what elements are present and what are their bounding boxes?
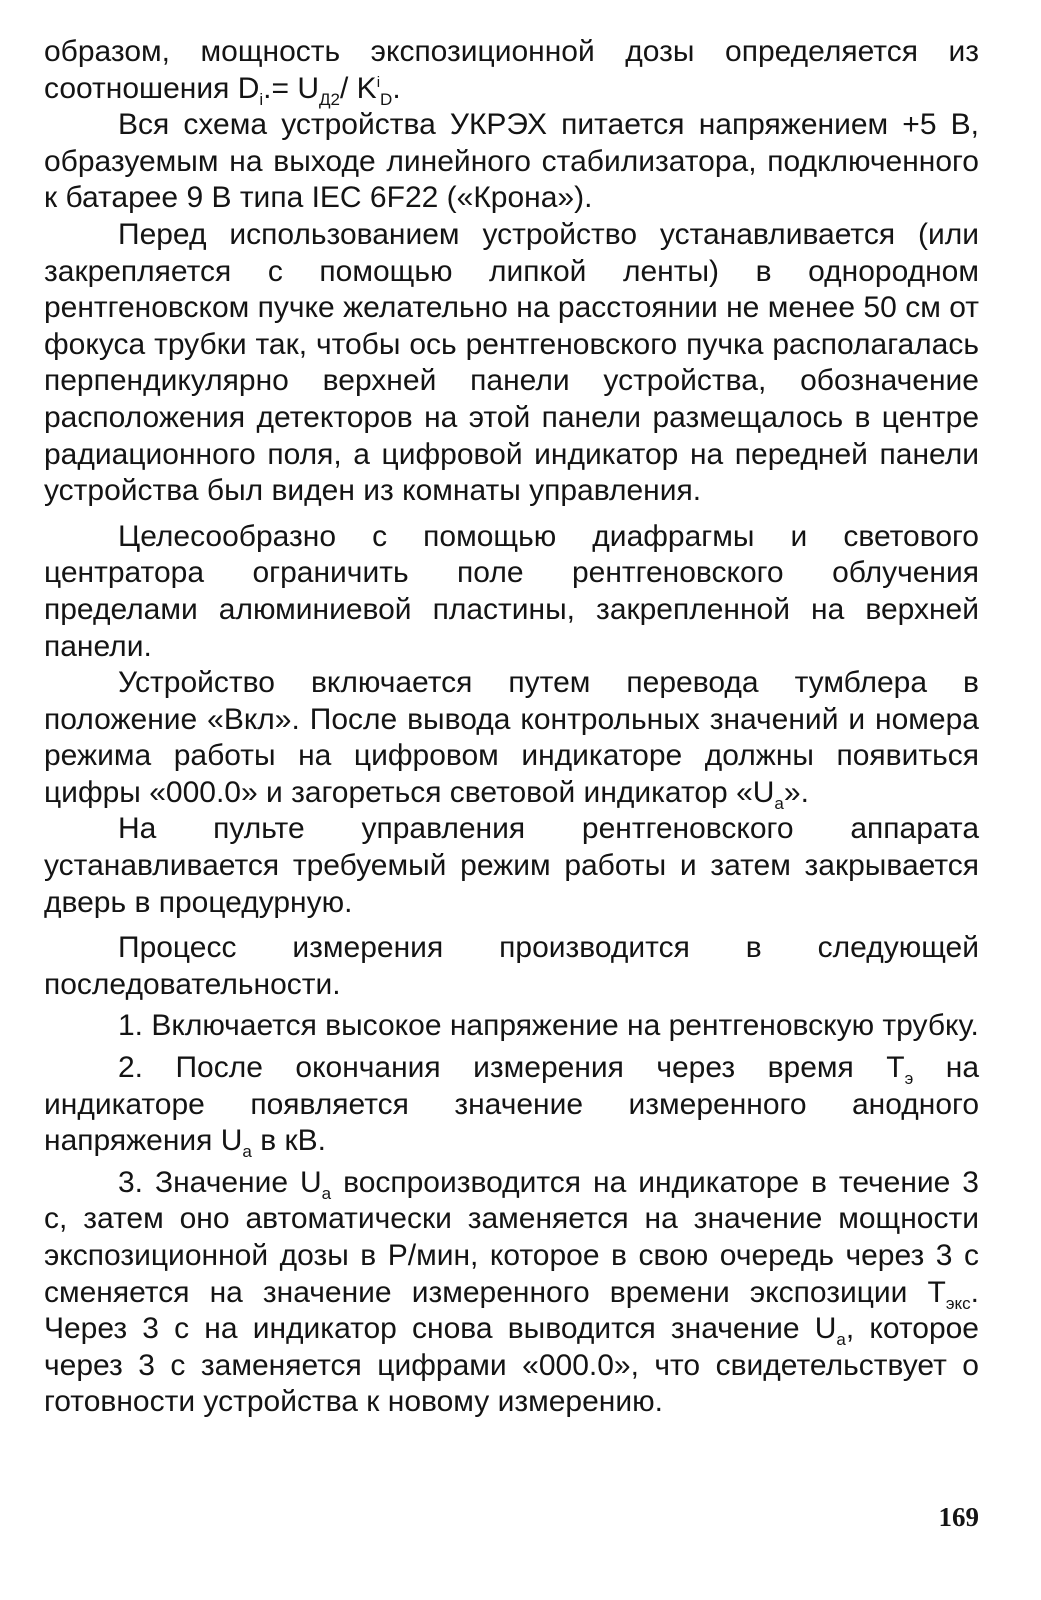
paragraph-5: Устройство включается путем перевода тумблера в положение «Вкл». После вывода контрольных значений и номера режима работы на цифровом индикаторе должны появиться цифры «000.0» и загореться световой индикатор «$U_а$». <box>44 666 979 813</box>
paragraph-1 <box>44 34 979 107</box>
document-page <box>44 34 979 1564</box>
paragraph-3: Перед использованием устройство устанавливается (или закрепляется с помощью липкой ленты) в однородном рентгеновском пучке желательно на расстоянии не менее 50 см от фокуса трубки так, чтобы ось рентгеновского пучка располагалась перпендикулярно верхней панели устройства, обозначение расположения детекторов на этой панели размещалось в центре радиационного поля, а цифровой индикатор на передней панели устройства был виден из комнаты управления. <box>44 217 979 508</box>
paragraph-4: Целесообразно с помощью диафрагмы и светового центратора ограничить поле рентгеновского облучения пределами алюминиевой пластины, закрепленной на верхней панели. <box>44 519 979 663</box>
list-item-3: 3. Значение $U_а$ воспроизводится на индикаторе в течение 3 с, затем оно автоматически заменяется на значение мощности экспозиционной дозы в Р/мин, которое в свою очередь через 3 с сменяется на значение измеренного времени экспозиции $Т_{экс}$. Через 3 с на индикатор снова выводится значение $U_а$, которое через 3 с заменяется цифрами «000.0», что свидетельствует о готовности устройства к новому измерению. <box>44 1165 979 1419</box>
paragraph-1-text: образом, мощность экспозиционной дозы определяется из соотношения <box>44 35 979 105</box>
paragraph-6: На пульте управления рентгеновского аппарата устанавливается требуемый режим работы и затем закрывается дверь в процедурную. <box>44 812 979 919</box>
page-number: 169 <box>938 1502 979 1532</box>
list-item-2: 2. После окончания измерения через время $Т_э$ на индикаторе появляется значение измеренного анодного напряжения $U_а$ в кВ. <box>44 1051 979 1162</box>
list-item-1: 1. Включается высокое напряжение на рентгеновскую трубку. <box>118 1009 979 1043</box>
paragraph-7: Процесс измерения производится в следующей последовательности. <box>44 931 979 1001</box>
paragraph-2: Вся схема устройства УКРЭХ питается напряжением +5 В, образуемым на выходе линейного стабилизатора, подключенного к батарее 9 В типа IEC 6F22 («Крона»). <box>44 108 979 215</box>
formula: $D_i.= U_{Д2}/$ $K^i_D$. <box>237 71 401 109</box>
